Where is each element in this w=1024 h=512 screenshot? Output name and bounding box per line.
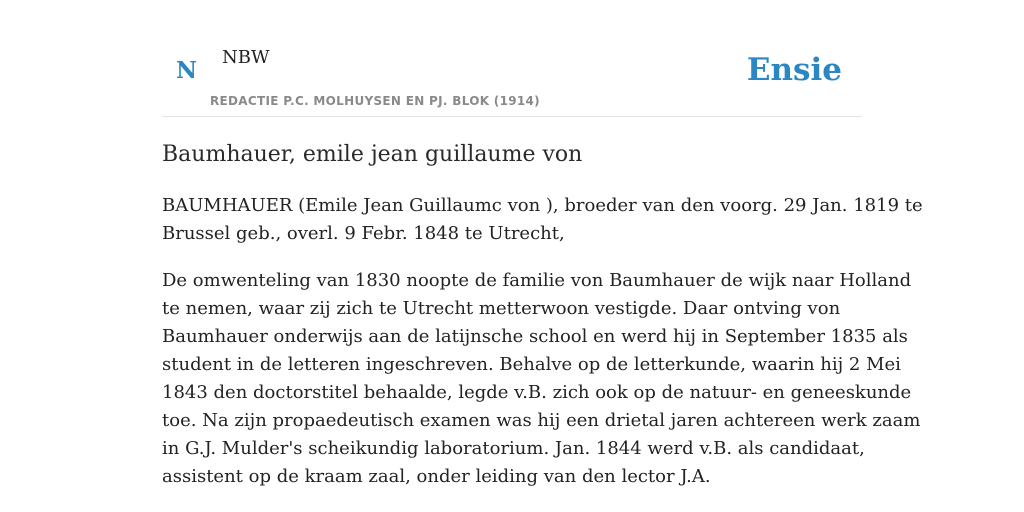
source-title[interactable]: NBW: [222, 47, 270, 68]
paragraph-line: toe. Na zijn propaedeutisch examen was hij een drietal jaren achtereen werk zaam: [162, 410, 921, 431]
paragraph-line: BAUMHAUER (Emile Jean Guillaumc von ), broeder van den voorg. 29 Jan. 1819 te: [162, 195, 923, 216]
source-header: [162, 0, 862, 117]
paragraph-line: student in de letteren ingeschreven. Behalve op de letterkunde, waarin hij 2 Mei: [162, 354, 901, 375]
article-paragraph-1: [162, 192, 923, 248]
paragraph-line: in G.J. Mulder's scheikundig laboratorium. Jan. 1844 werd v.B. als candidaat,: [162, 438, 865, 459]
brand-logo[interactable]: Ensie: [746, 52, 842, 88]
article-title: Baumhauer, emile jean guillaume von: [162, 142, 583, 167]
paragraph-line: assistent op de kraam zaal, onder leiding van den lector J.A.: [162, 466, 711, 487]
paragraph-line: te nemen, waar zij zich te Utrecht metterwoon vestigde. Daar ontving von: [162, 298, 841, 319]
source-logo[interactable]: N: [176, 57, 198, 84]
paragraph-line: Baumhauer onderwijs aan de latijnsche school en werd hij in September 1835 als: [162, 326, 908, 347]
paragraph-line: De omwenteling van 1830 noopte de familie von Baumhauer de wijk naar Holland: [162, 270, 912, 291]
paragraph-line: Brussel geb., overl. 9 Febr. 1848 te Utrecht,: [162, 223, 565, 244]
paragraph-line: 1843 den doctorstitel behaalde, legde v.B. zich ook op de natuur- en geneeskunde: [162, 382, 912, 403]
article-paragraph-2: [162, 267, 921, 491]
source-subtitle: REDACTIE P.C. MOLHUYSEN EN PJ. BLOK (1914): [210, 94, 540, 108]
